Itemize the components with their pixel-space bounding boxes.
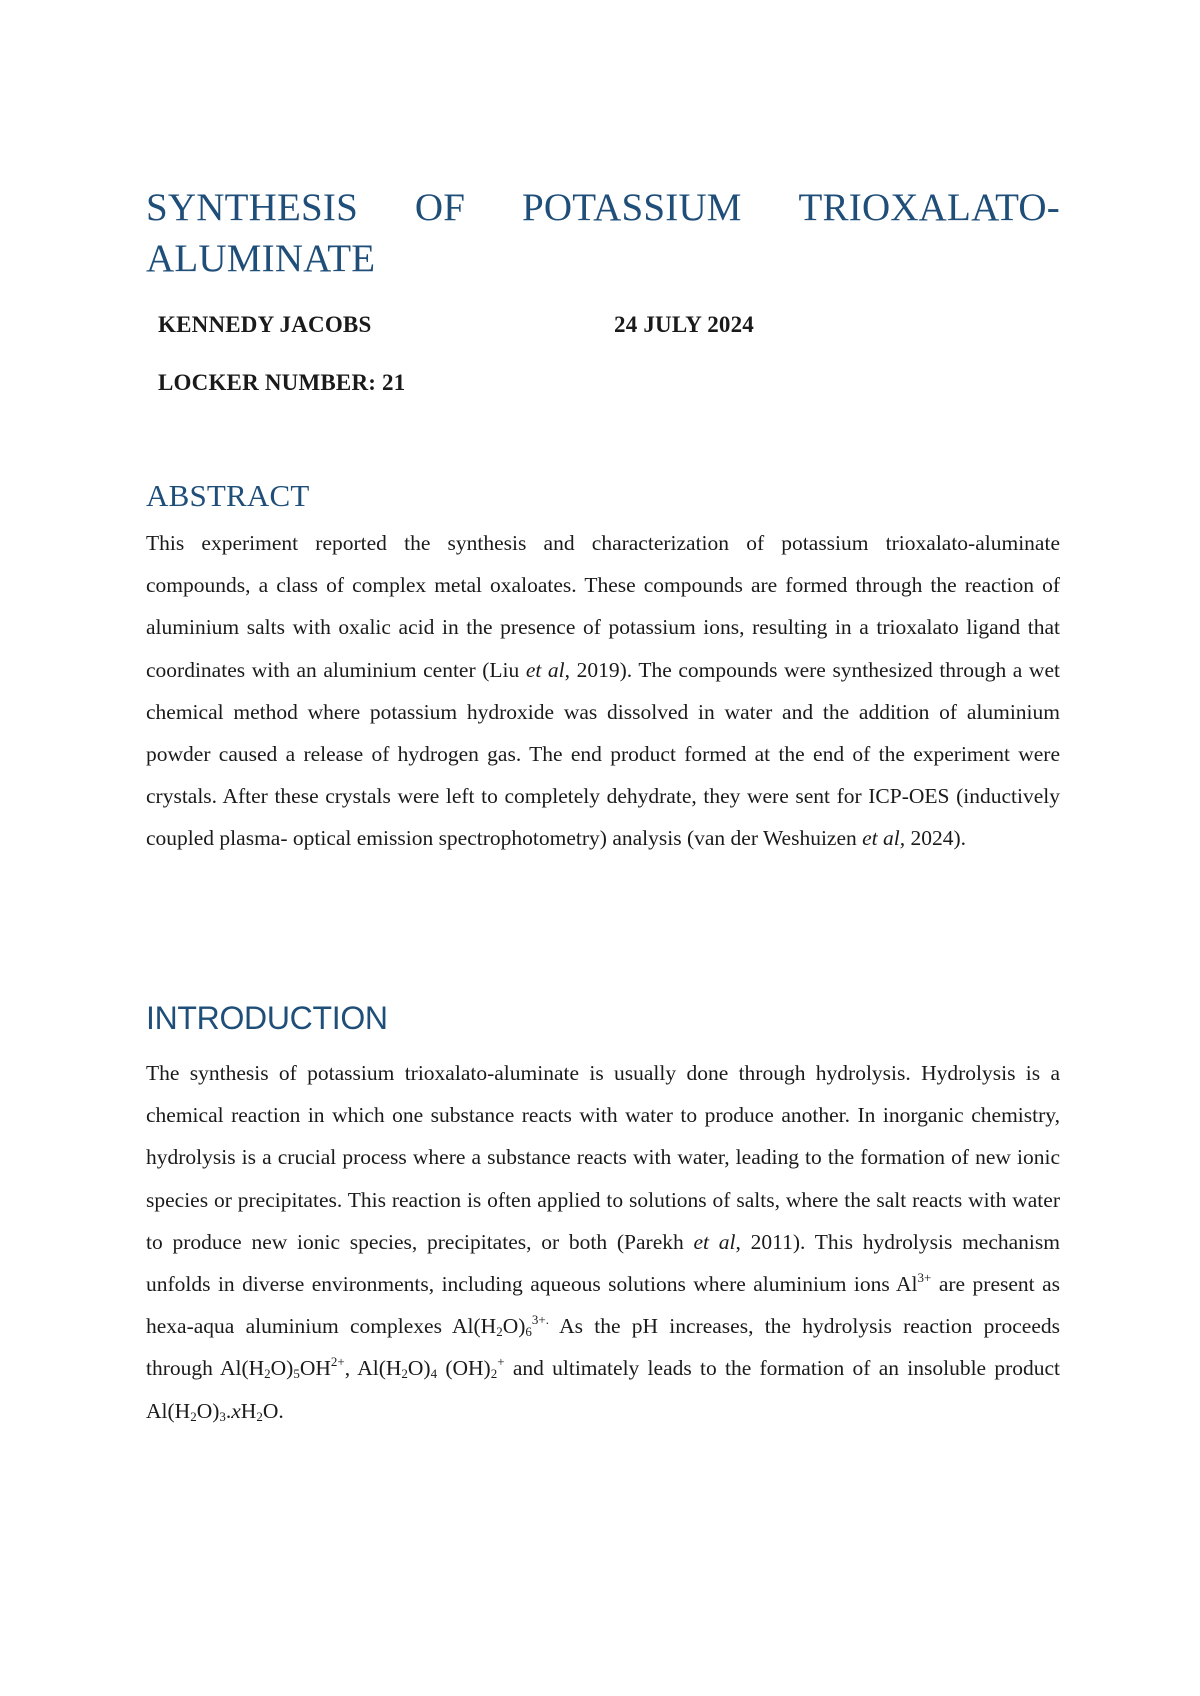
superscript: 3+ bbox=[917, 1270, 932, 1286]
intro-text: O) bbox=[502, 1314, 526, 1339]
title-word: POTASSIUM bbox=[521, 186, 742, 229]
abstract-text-1: This experiment reported the synthesis and characterization of potassium trioxalato-aluminate compounds, a class of complex metal oxaloates. These compounds are formed through the reaction of aluminium salts with oxalic acid in the presence of potassium ions, resulting in a trioxalato ligand that coordinates with an aluminium center (Liu bbox=[146, 531, 1060, 682]
abstract-heading: ABSTRACT bbox=[146, 478, 310, 513]
abstract-paragraph bbox=[146, 522, 1060, 860]
subscript: 5 bbox=[293, 1366, 300, 1382]
locker-number: LOCKER NUMBER: 21 bbox=[158, 370, 406, 395]
intro-text: , Al(H bbox=[344, 1356, 402, 1381]
intro-text: O. bbox=[262, 1398, 284, 1423]
document-title bbox=[146, 182, 1060, 284]
intro-text: As the pH increases, the hydrolysis reaction proceeds through Al(H bbox=[146, 1314, 1060, 1381]
subscript: 2 bbox=[264, 1366, 271, 1382]
intro-text: (OH) bbox=[437, 1356, 491, 1381]
subscript: 2 bbox=[190, 1408, 197, 1424]
abstract-citation: et al bbox=[525, 657, 565, 682]
title-line-1 bbox=[146, 182, 1060, 233]
abstract-citation: et al, bbox=[862, 826, 906, 851]
subscript: 2 bbox=[401, 1366, 408, 1382]
subscript: 3 bbox=[219, 1408, 226, 1424]
subscript: 2 bbox=[496, 1324, 503, 1340]
abstract-text-3: 2024). bbox=[905, 826, 967, 851]
intro-text: O) bbox=[270, 1356, 294, 1381]
title-word: OF bbox=[414, 186, 466, 229]
subscript: 6 bbox=[525, 1324, 532, 1340]
intro-text: H bbox=[240, 1398, 257, 1423]
superscript: 3+. bbox=[531, 1312, 549, 1328]
superscript: 2+ bbox=[330, 1354, 345, 1370]
intro-text: O) bbox=[196, 1398, 220, 1423]
intro-text: are present as hexa-aqua aluminium complexes Al(H bbox=[146, 1272, 1060, 1339]
introduction-paragraph bbox=[146, 1052, 1060, 1432]
document-date: 24 JULY 2024 bbox=[614, 312, 754, 337]
intro-text: O) bbox=[407, 1356, 431, 1381]
title-line-2: ALUMINATE bbox=[146, 237, 376, 280]
italic-variable: x bbox=[231, 1398, 241, 1423]
intro-text: . bbox=[225, 1398, 232, 1423]
abstract-text-2: , 2019). The compounds were synthesized through a wet chemical method where potassium hydroxide was dissolved in water and the addition of aluminium powder caused a release of hydrogen gas. The end product formed at the end of the experiment were crystals. After these crystals were left to completely dehydrate, they were sent for ICP-OES (inductively coupled plasma- optical emission spectrophotometry) analysis (van der Weshuizen bbox=[146, 657, 1060, 851]
superscript: + bbox=[497, 1354, 505, 1370]
title-word: TRIOXALATO- bbox=[798, 186, 1060, 229]
intro-text: , 2011). This hydrolysis mechanism unfolds in diverse environments, including aqueous solutions where aluminium ions Al bbox=[146, 1229, 1060, 1297]
subscript: 2 bbox=[490, 1366, 498, 1382]
title-word: SYNTHESIS bbox=[146, 186, 358, 229]
intro-text: The synthesis of potassium trioxalato-aluminate is usually done through hydrolysis. Hydrolysis is a chemical reaction in which one substance reacts with water to produce another. In inorganic chemistry, hydrolysis is a crucial process where a substance reacts with water, leading to the formation of new ionic species or precipitates. This reaction is often applied to solutions of salts, where the salt reacts with water to produce new ionic species, precipitates, or both (Parekh bbox=[146, 1061, 1060, 1254]
intro-text: OH bbox=[299, 1356, 331, 1381]
intro-text: and ultimately leads to the formation of an insoluble product Al(H bbox=[146, 1356, 1061, 1423]
subscript: 2 bbox=[256, 1408, 263, 1424]
introduction-heading: INTRODUCTION bbox=[146, 1000, 388, 1036]
subscript: 4 bbox=[430, 1366, 438, 1382]
intro-citation: et al bbox=[693, 1229, 736, 1254]
author-name: KENNEDY JACOBS bbox=[158, 312, 372, 337]
